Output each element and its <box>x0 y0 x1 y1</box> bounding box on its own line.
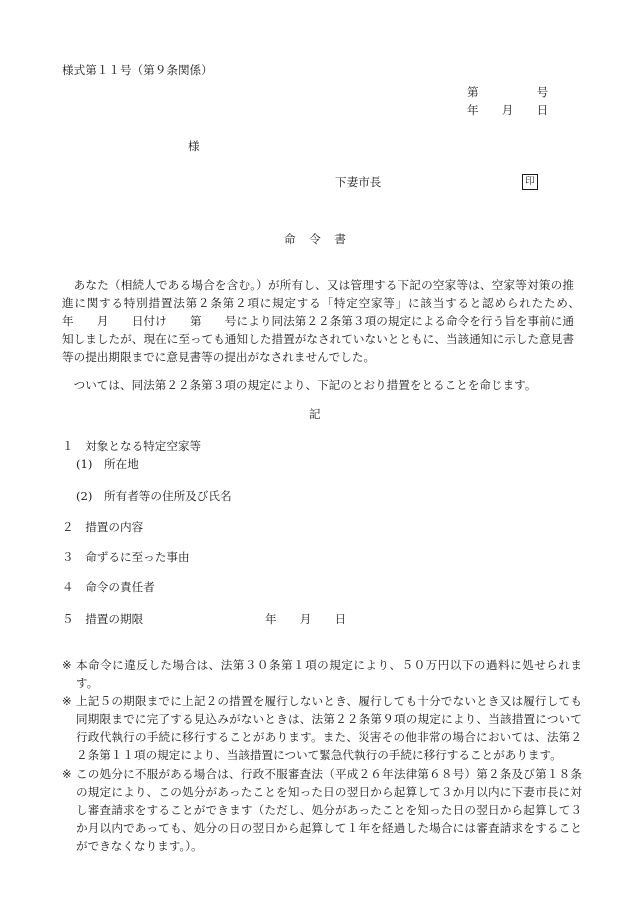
body-paragraph-2: ついては、同法第２２条第３項の規定により、下記のとおり措置をとることを命じます。 <box>73 378 537 392</box>
ki-heading: 記 <box>309 407 321 421</box>
item-4-responsible-person: ４ 命令の責任者 <box>62 580 155 594</box>
form-label: 様式第１１号（第９条関係） <box>62 63 213 77</box>
note-1-text: 本命令に違反した場合は、法第３０条第１項の規定により、５０万円以下の過料に処せられます。 <box>76 658 582 690</box>
item-1-target-property: １ 対象となる特定空家等 <box>62 439 202 453</box>
item-1-sub-location: (1) 所在地 <box>76 457 139 471</box>
document-date-line: 年 月 日 <box>467 103 549 117</box>
document-number-line: 第 号 <box>467 85 549 99</box>
note-3 <box>62 765 582 855</box>
document-title: 命 令 書 <box>284 232 347 246</box>
note-3-text: この処分に不服がある場合は、行政不服審査法（平成２６年法律第６８号）第２条及び第１８条の規定により、この処分があったことを知った日の翌日から起算して３か月以内に下妻市長に対し審査請求をすることができます（ただし、処分があったことを知った日の翌日から起算して３か月以内であっても、処分の日の翌日から起算して１年を経過した場合には審査請求をすることができなくなります。）。 <box>76 767 582 853</box>
note-1 <box>62 656 582 692</box>
body-paragraph-1: あなた（相続人である場合を含む。）が所有し、又は管理する下記の空家等は、空家等対策の推進に関する特別措置法第２条第２項に規定する「特定空家等」に該当すると認められたため、 年 月 日付け 第 号により同法第２２条第３項の規定による命令を行う旨を事前に通知しましたが、現在に至っても通知した措置がなされていないとともに、当該通知に示した意見書等の提出期限までに意見書等の提出がなされませんでした。 <box>62 278 609 364</box>
item-5-deadline: ５ 措置の期限 <box>62 612 144 626</box>
note-mark: ※ <box>62 694 72 708</box>
issuer-name: 下妻市長 <box>335 175 382 189</box>
note-mark: ※ <box>62 658 72 672</box>
item-3-reason: ３ 命ずるに至った事由 <box>62 550 190 564</box>
item-1-sub-owner: (2) 所有者等の住所及び氏名 <box>76 489 232 503</box>
item-2-measure-content: ２ 措置の内容 <box>62 520 144 534</box>
note-2-text: 上記５の期限までに上記２の措置を履行しないとき、履行しても十分でないとき又は履行しても同期限までに完了する見込みがないときは、法第２２条第９項の規定により、当該措置について行政代執行の手続に移行することがあります。また、災害その他非常の場合においては、法第２２条第１１項の規定により、当該措置について緊急代執行の手続に移行することがあります。 <box>76 694 582 762</box>
seal-stamp: 印 <box>522 174 538 190</box>
note-mark: ※ <box>62 767 72 781</box>
addressee-suffix: 様 <box>188 139 200 153</box>
note-2 <box>62 692 582 764</box>
item-5-deadline-date: 年 月 日 <box>265 612 347 626</box>
